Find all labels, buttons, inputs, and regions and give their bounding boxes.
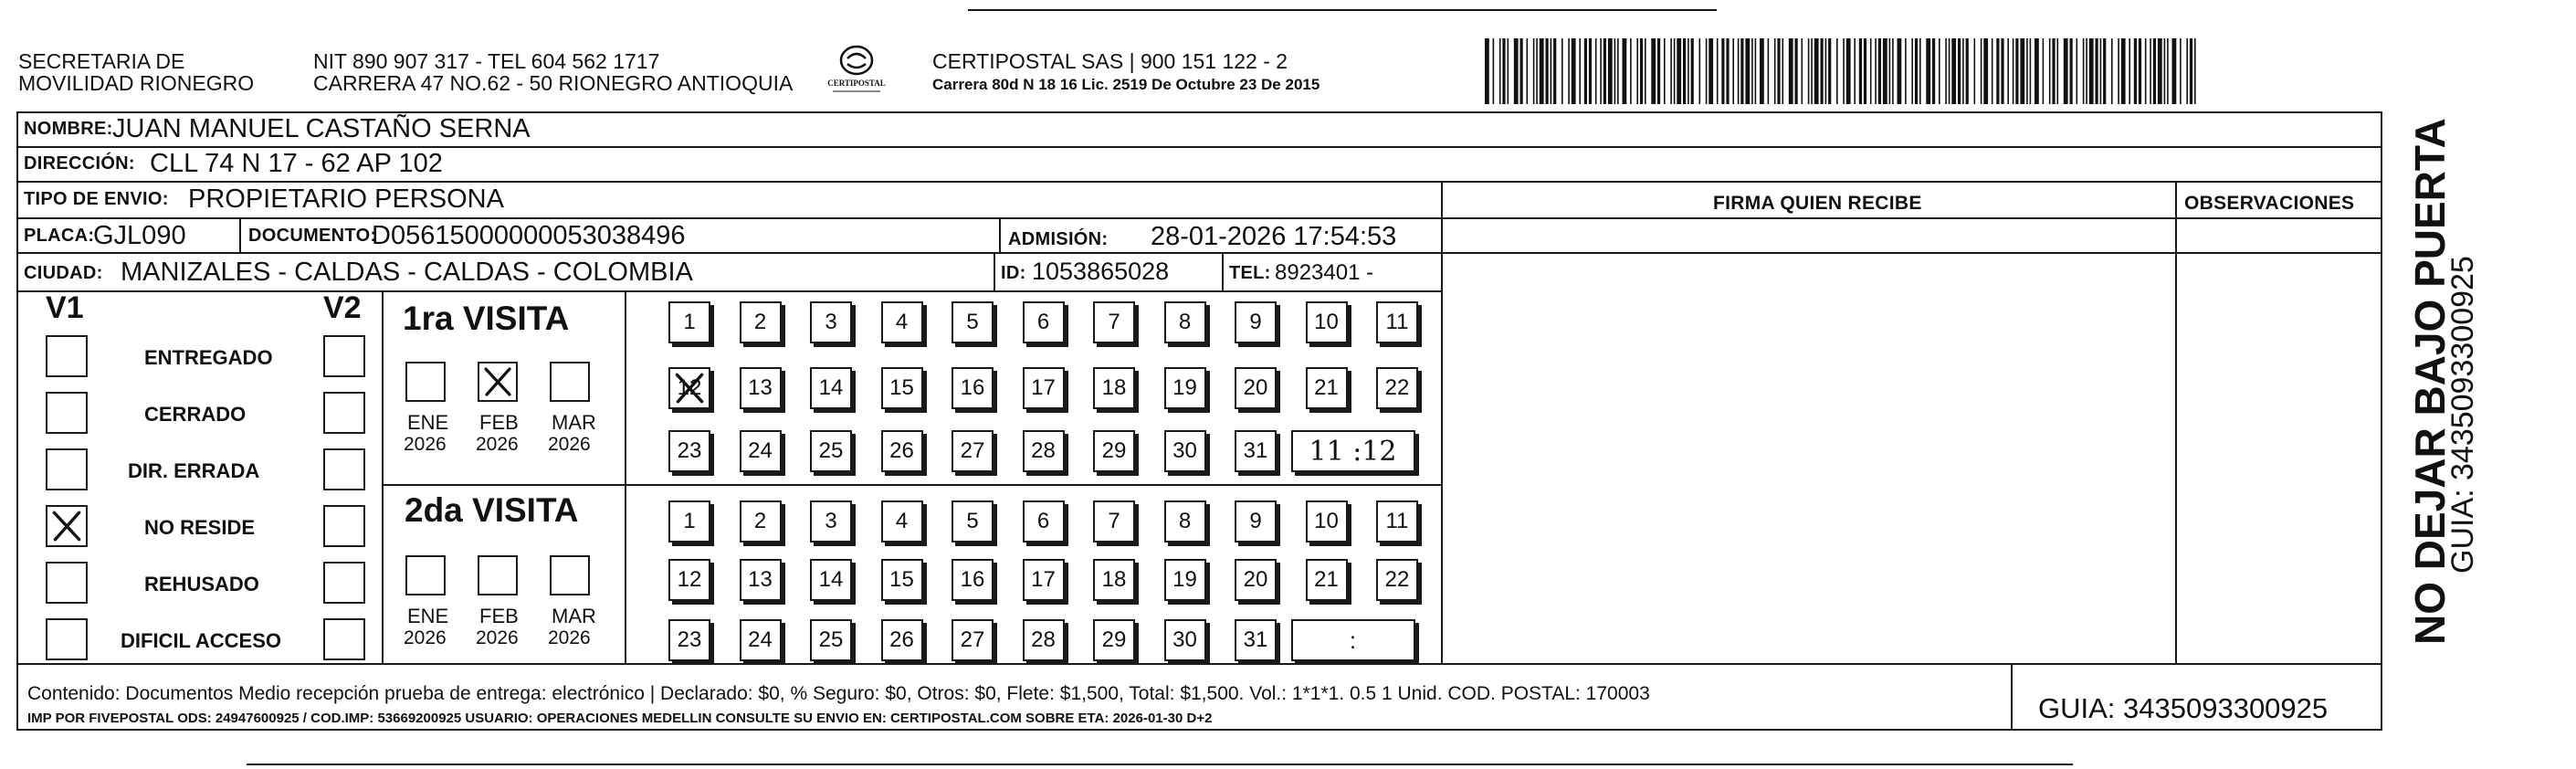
second-visit-day[interactable] [1164, 619, 1206, 661]
day-number: 2 [753, 310, 767, 334]
firma-label: FIRMA QUIEN RECIBE [1713, 193, 1922, 214]
second-visit-day[interactable] [1093, 559, 1135, 601]
col-line [2011, 663, 2013, 731]
first-visit-day[interactable] [952, 430, 994, 472]
day-number: 29 [1101, 627, 1127, 652]
first-visit-day[interactable] [810, 430, 852, 472]
contenido-text: Contenido: Documentos Medio recepción prueba de entrega: electrónico | Declarado: $0, % Seguro: $0, Otros: $0, Flete: $1,500, Total: $1,500. Vol.: 1*1*1. 0.5 1 Unid. COD. POSTAL: 170003 [27, 683, 1650, 704]
courier-line2: Carrera 80d N 18 16 Lic. 2519 De Octubre 23 De 2015 [932, 76, 1320, 93]
first-visit-day[interactable] [1093, 430, 1135, 472]
second-visit-day[interactable] [952, 500, 994, 543]
first-visit-day[interactable] [740, 301, 782, 343]
first-visit-day[interactable] [810, 367, 852, 409]
first-visit-day[interactable] [1023, 367, 1065, 409]
month-name: FEB [479, 411, 519, 434]
day-number: 18 [1101, 567, 1127, 592]
certipostal-logo [820, 40, 893, 97]
first-visit-day[interactable] [1164, 430, 1206, 472]
day-number: 7 [1108, 310, 1120, 334]
second-visit-label: 2da VISITA [405, 491, 579, 529]
first-visit-label: 1ra VISITA [403, 300, 570, 337]
day-number: 31 [1243, 438, 1268, 463]
second-visit-day[interactable] [952, 559, 994, 601]
sender-line1: SECRETARIA DE [18, 49, 185, 73]
first-visit-day[interactable] [1306, 301, 1348, 343]
day-number: 17 [1031, 567, 1056, 592]
day-number: 29 [1101, 438, 1127, 463]
day-number: 16 [960, 375, 985, 400]
day-number: 26 [889, 627, 914, 652]
top-rule [968, 9, 1717, 11]
day-number: 15 [889, 567, 914, 592]
no-dejar-bajo-puerta: NO DEJAR BAJO PUERTA [2406, 118, 2454, 645]
v2-status-checkbox[interactable] [323, 505, 365, 547]
month-name: ENE [407, 411, 449, 434]
day-number: 30 [1172, 438, 1197, 463]
first-visit-day[interactable] [1023, 430, 1065, 472]
col-line [2175, 181, 2177, 663]
day-number: 10 [1314, 310, 1339, 334]
month-name: MAR [552, 605, 596, 627]
row-line [1441, 252, 2382, 254]
day-number: 16 [960, 567, 985, 592]
status-label: NO RESIDE [144, 516, 256, 539]
first-visit-day[interactable] [881, 301, 923, 343]
second-visit-day[interactable] [1164, 559, 1206, 601]
day-number: 1 [683, 509, 696, 533]
second-visit-time-box[interactable]: : [1291, 619, 1415, 661]
v1-status-checkbox[interactable] [46, 505, 88, 547]
day-number: 18 [1101, 375, 1127, 400]
row-line [16, 181, 2382, 183]
first-visit-day[interactable] [740, 367, 782, 409]
day-number: 4 [895, 310, 909, 334]
first-visit-day[interactable] [668, 430, 710, 472]
first-visit-day[interactable] [1306, 367, 1348, 409]
day-number: 17 [1031, 375, 1056, 400]
day-number: 27 [960, 438, 985, 463]
day-number: 6 [1036, 310, 1050, 334]
day-number: 5 [966, 509, 979, 533]
status-label: REHUSADO [144, 573, 259, 595]
placa-value: GJL090 [93, 221, 186, 250]
v1-status-checkbox[interactable] [46, 392, 88, 434]
day-number: 26 [889, 438, 914, 463]
barcode [1483, 38, 2201, 104]
day-number: 8 [1178, 310, 1192, 334]
day-number: 8 [1178, 509, 1192, 533]
day-number: 20 [1243, 375, 1268, 400]
first-visit-day[interactable] [881, 367, 923, 409]
second-visit-day[interactable] [1235, 559, 1277, 601]
month-year: 2026 [548, 627, 591, 648]
day-number: 22 [1384, 567, 1410, 592]
day-number: 12 [677, 567, 702, 592]
month-year: 2026 [476, 434, 519, 455]
v1-status-checkbox[interactable] [46, 448, 88, 490]
second-visit-day[interactable] [1023, 500, 1065, 543]
second-visit-day[interactable] [1093, 500, 1135, 543]
v1-status-checkbox[interactable] [46, 562, 88, 604]
tel-label: TEL: [1229, 263, 1271, 283]
month-checkbox[interactable] [405, 555, 446, 595]
second-visit-day[interactable] [740, 559, 782, 601]
v2-status-checkbox[interactable] [323, 335, 365, 377]
col-line [999, 217, 1001, 252]
second-visit-day[interactable] [810, 559, 852, 601]
status-label: CERRADO [144, 403, 247, 426]
ciudad-value: MANIZALES - CALDAS - CALDAS - COLOMBIA [121, 258, 693, 287]
id-value: 1053865028 [1032, 258, 1170, 285]
first-visit-day[interactable] [1164, 367, 1206, 409]
day-number: 24 [748, 438, 773, 463]
day-number: 10 [1314, 509, 1339, 533]
month-checkbox[interactable] [550, 362, 590, 402]
day-number: 23 [677, 627, 702, 652]
first-visit-day[interactable] [952, 367, 994, 409]
day-number: 20 [1243, 567, 1268, 592]
side-guia: GUIA: 3435093300925 [2445, 256, 2480, 574]
month-checkbox[interactable] [550, 555, 590, 595]
documento-value: D05615000000053038496 [372, 221, 686, 250]
day-number: 12 [677, 375, 702, 400]
col-line [1222, 252, 1224, 290]
day-number: 25 [818, 438, 844, 463]
status-label: DIFICIL ACCESO [121, 629, 282, 652]
day-number: 5 [966, 310, 979, 334]
documento-label: DOCUMENTO: [248, 226, 377, 246]
second-visit-day[interactable] [740, 619, 782, 661]
col-line [239, 217, 241, 252]
day-number: 11 [1385, 310, 1409, 334]
tipo-value: PROPIETARIO PERSONA [188, 184, 504, 214]
second-visit-day[interactable] [740, 500, 782, 543]
nombre-label: NOMBRE: [24, 119, 113, 139]
v2-status-checkbox[interactable] [323, 448, 365, 490]
day-number: 24 [748, 627, 773, 652]
first-visit-day[interactable] [1376, 367, 1418, 409]
day-number: 28 [1031, 627, 1056, 652]
nombre-value: JUAN MANUEL CASTAÑO SERNA [112, 114, 531, 143]
month-checkbox[interactable] [478, 362, 518, 402]
day-number: 13 [748, 567, 773, 592]
day-number: 15 [889, 375, 914, 400]
day-number: 4 [895, 509, 909, 533]
first-visit-day[interactable] [740, 430, 782, 472]
row-line [382, 484, 1441, 486]
day-number: 21 [1314, 567, 1339, 592]
month-year: 2026 [476, 627, 519, 648]
day-number: 19 [1172, 375, 1197, 400]
second-visit-day[interactable] [952, 619, 994, 661]
day-number: 21 [1314, 375, 1339, 400]
row-line [16, 252, 1441, 254]
day-number: 6 [1036, 509, 1050, 533]
row-line [16, 217, 2382, 219]
nit-line: NIT 890 907 317 - TEL 604 562 1717 [313, 49, 660, 73]
svg-text:CERTIPOSTAL: CERTIPOSTAL [827, 79, 886, 88]
imp-text: IMP POR FIVEPOSTAL ODS: 24947600925 / COD.IMP: 53669200925 USUARIO: OPERACIONES MEDELLIN CONSULTE SU ENVIO EN: CERTIPOSTAL.COM SOBRE ETA: 2026-01-30 D+2 [27, 711, 1213, 726]
day-number: 13 [748, 375, 773, 400]
second-visit-day[interactable] [1164, 500, 1206, 543]
row-line [16, 290, 1441, 292]
day-number: 22 [1384, 375, 1410, 400]
col-line [994, 252, 995, 290]
v2-status-checkbox[interactable] [323, 618, 365, 660]
col-line [625, 290, 626, 663]
second-visit-day[interactable] [1023, 559, 1065, 601]
row-line [16, 663, 2382, 665]
day-number: 19 [1172, 567, 1197, 592]
second-visit-day[interactable] [810, 500, 852, 543]
second-visit-day[interactable] [810, 619, 852, 661]
tel-value: 8923401 - [1275, 260, 1374, 285]
tipo-label: TIPO DE ENVIO: [24, 189, 169, 209]
first-visit-day[interactable] [810, 301, 852, 343]
v2-status-checkbox[interactable] [323, 392, 365, 434]
day-number: 28 [1031, 438, 1056, 463]
first-visit-day[interactable] [668, 301, 710, 343]
row-line [16, 146, 2382, 148]
second-visit-day[interactable] [668, 619, 710, 661]
second-visit-day[interactable] [881, 559, 923, 601]
second-visit-day[interactable] [1376, 559, 1418, 601]
month-name: MAR [552, 411, 596, 434]
second-visit-day[interactable] [881, 500, 923, 543]
day-number: 27 [960, 627, 985, 652]
first-visit-day[interactable] [1093, 367, 1135, 409]
first-visit-day[interactable] [881, 430, 923, 472]
first-visit-day[interactable] [1023, 301, 1065, 343]
day-number: 9 [1249, 310, 1262, 334]
v2-label: V2 [323, 290, 362, 325]
day-number: 31 [1243, 627, 1268, 652]
day-number: 2 [753, 509, 767, 533]
month-checkbox[interactable] [478, 555, 518, 595]
first-visit-day[interactable] [1093, 301, 1135, 343]
first-visit-day[interactable] [1235, 367, 1277, 409]
second-visit-day[interactable] [1235, 619, 1277, 661]
status-label: DIR. ERRADA [128, 459, 260, 482]
first-visit-day[interactable] [668, 367, 710, 409]
id-label: ID: [1001, 263, 1026, 283]
day-number: 3 [825, 310, 837, 334]
day-number: 9 [1249, 509, 1262, 533]
address-line: CARRERA 47 NO.62 - 50 RIONEGRO ANTIOQUIA [313, 71, 794, 95]
second-visit-day[interactable] [1376, 500, 1418, 543]
day-number: 11 [1385, 509, 1409, 533]
first-visit-day[interactable] [1376, 301, 1418, 343]
second-visit-day[interactable] [1235, 500, 1277, 543]
day-number: 23 [677, 438, 702, 463]
second-visit-day[interactable] [668, 559, 710, 601]
admision-value: 28-01-2026 17:54:53 [1151, 222, 1397, 251]
month-year: 2026 [404, 627, 447, 648]
month-year: 2026 [548, 434, 591, 455]
first-visit-day[interactable] [1235, 430, 1277, 472]
second-visit-day[interactable] [881, 619, 923, 661]
v1-status-checkbox[interactable] [46, 335, 88, 377]
v1-label: V1 [46, 290, 84, 325]
second-visit-day[interactable] [668, 500, 710, 543]
month-year: 2026 [404, 434, 447, 455]
first-visit-day[interactable] [1164, 301, 1206, 343]
placa-label: PLACA: [24, 226, 95, 246]
v1-status-checkbox[interactable] [46, 618, 88, 660]
day-number: 14 [818, 567, 844, 592]
second-visit-day[interactable] [1023, 619, 1065, 661]
day-number: 25 [818, 627, 844, 652]
first-visit-day[interactable] [952, 301, 994, 343]
month-checkbox[interactable] [405, 362, 446, 402]
observaciones-label: OBSERVACIONES [2184, 193, 2355, 214]
month-name: ENE [407, 605, 449, 627]
status-label: ENTREGADO [144, 346, 273, 369]
day-number: 7 [1108, 509, 1120, 533]
direccion-label: DIRECCIÓN: [24, 153, 135, 174]
second-visit-day[interactable] [1093, 619, 1135, 661]
first-visit-time-box[interactable]: 11 :12 [1291, 430, 1415, 472]
bottom-rule [247, 764, 2073, 765]
v2-status-checkbox[interactable] [323, 562, 365, 604]
ciudad-label: CIUDAD: [24, 263, 103, 283]
courier-line1: CERTIPOSTAL SAS | 900 151 122 - 2 [932, 49, 1288, 73]
day-number: 30 [1172, 627, 1197, 652]
second-visit-day[interactable] [1306, 559, 1348, 601]
direccion-value: CLL 74 N 17 - 62 AP 102 [150, 149, 443, 178]
month-name: FEB [479, 605, 519, 627]
sender-line2: MOVILIDAD RIONEGRO [18, 71, 255, 95]
footer-guia: GUIA: 3435093300925 [2038, 692, 2329, 724]
col-line [1441, 181, 1443, 663]
first-visit-day[interactable] [1235, 301, 1277, 343]
day-number: 1 [683, 310, 696, 334]
admision-label: ADMISIÓN: [1008, 229, 1109, 249]
day-number: 3 [825, 509, 837, 533]
day-number: 14 [818, 375, 844, 400]
second-visit-day[interactable] [1306, 500, 1348, 543]
day-x-mark-icon [670, 369, 709, 407]
col-line [382, 290, 384, 663]
